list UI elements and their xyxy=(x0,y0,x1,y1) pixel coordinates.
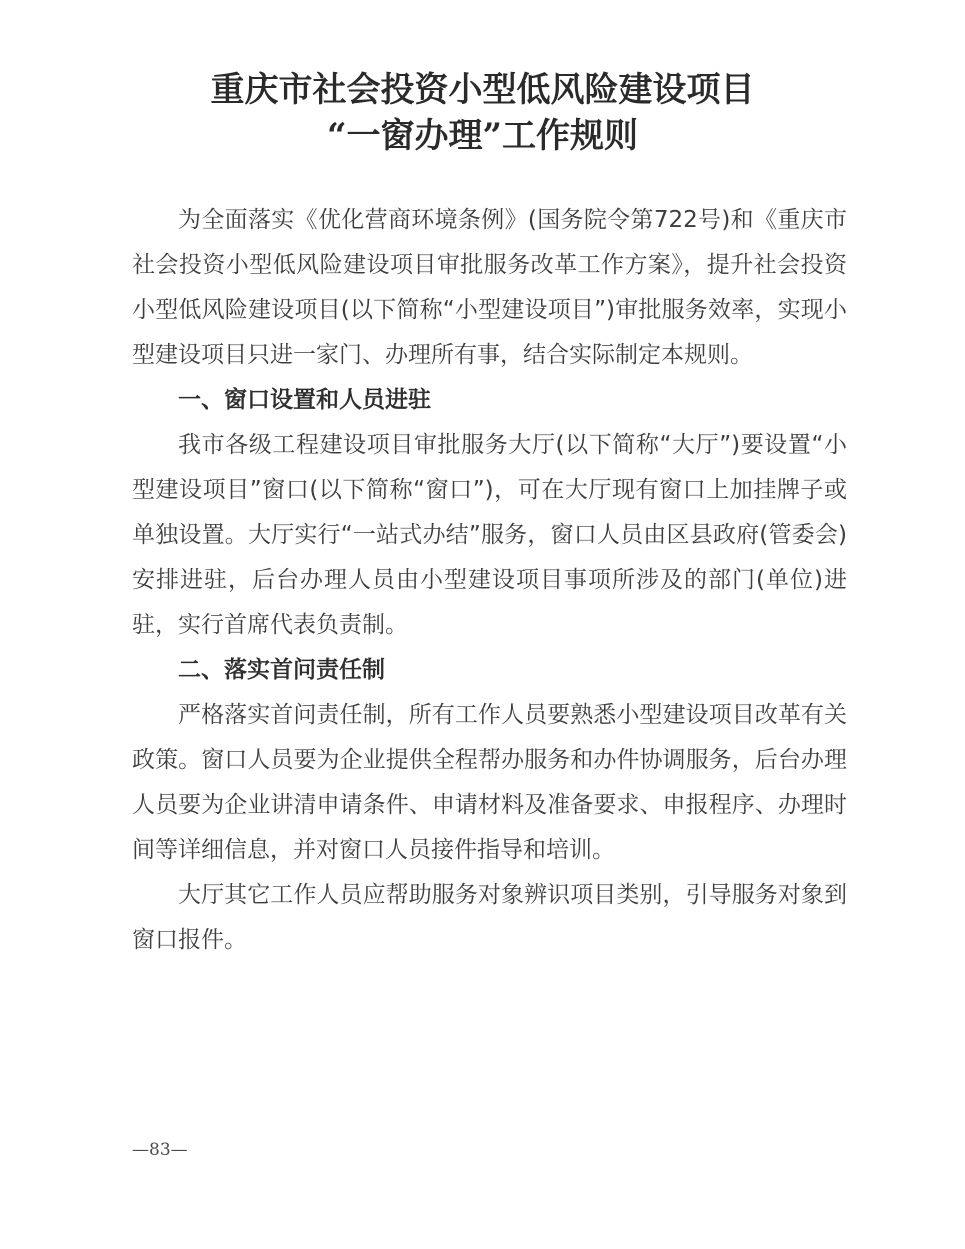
section-heading-window-setup: 一、窗口设置和人员进驻 xyxy=(178,387,431,413)
page-number: —83— xyxy=(132,1140,188,1160)
section-2-paragraph-2: 大厅其它工作人员应帮助服务对象辨识项目类别，引导服务对象到窗口报件。 xyxy=(132,882,847,953)
section-1-paragraph: 我市各级工程建设项目审批服务大厅(以下简称“大厅”)要设置“小型建设项目”窗口(以下简称“窗口”)，可在大厅现有窗口上加挂牌子或单独设置。大厅实行“一站式办结”服务，窗口人员由区县政府(管委会)安排进驻，后台办理人员由小型建设项目事项所涉及的部门(单位)进驻，实行首席代表负责制。 xyxy=(132,432,847,638)
document-body xyxy=(132,198,847,963)
section-heading-first-inquiry: 二、落实首问责任制 xyxy=(178,657,385,683)
document-title-line-1: 重庆市社会投资小型低风险建设项目 xyxy=(210,70,755,110)
section-2-paragraph-1: 严格落实首问责任制，所有工作人员要熟悉小型建设项目改革有关政策。窗口人员要为企业提供全程帮办服务和办件协调服务，后台办理人员要为企业讲清申请条件、申请材料及准备要求、申报程序、办理时间等详细信息，并对窗口人员接件指导和培训。 xyxy=(132,702,847,863)
document-title-line-2: “一窗办理”工作规则 xyxy=(326,116,639,156)
intro-paragraph: 为全面落实《优化营商环境条例》(国务院令第722号)和《重庆市社会投资小型低风险建设项目审批服务改革工作方案》，提升社会投资小型低风险建设项目(以下简称“小型建设项目”)审批服务效率，实现小型建设项目只进一家门、办理所有事，结合实际制定本规则。 xyxy=(132,207,847,368)
